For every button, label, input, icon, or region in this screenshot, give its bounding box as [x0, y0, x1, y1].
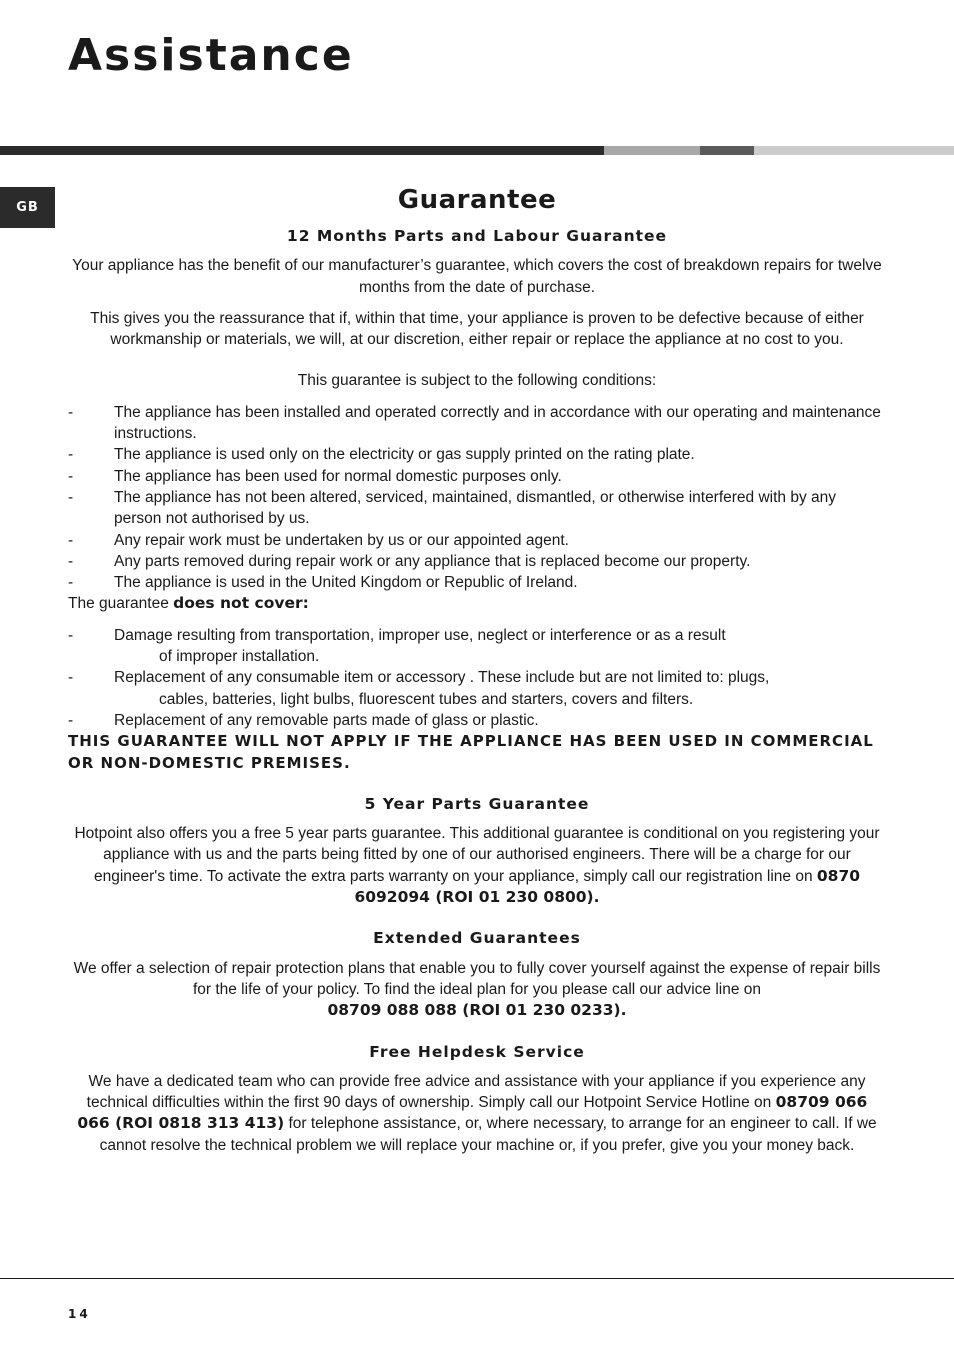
condition-text: The appliance has not been altered, serviced, maintained, dismantled, or otherwise interfered with by any person not authorised by us. [114, 488, 837, 528]
list-item [68, 530, 886, 551]
language-tab: GB [0, 187, 55, 228]
not-cover-prefix: The guarantee [68, 595, 169, 613]
advice-line-phone: 08709 088 088 (ROI 01 230 0233). [327, 1001, 627, 1020]
dash-marker: - [68, 552, 74, 570]
list-item [68, 710, 886, 731]
guarantee-heading: Guarantee [397, 185, 557, 215]
header-rule-light [754, 146, 954, 155]
condition-text: The appliance has been used for normal domestic purposes only. [114, 467, 562, 485]
exclusion-text-continued: cables, batteries, light bulbs, fluorescent tubes and starters, covers and filters. [159, 690, 694, 708]
exclusion-text: Replacement of any consumable item or accessory . These include but are not limited to: plugs, [114, 669, 770, 687]
page-number: 14 [68, 1307, 91, 1321]
five-year-body: Hotpoint also offers you a free 5 year parts guarantee. This additional guarantee is conditional on you registering your appliance with us and the parts being fitted by one of our authorised engineers. There will be a charge for our engineer's time. To activate the extra parts warranty on your appliance, simply call our registration line on [74, 825, 880, 885]
five-year-subheading: 5 Year Parts Guarantee [364, 794, 590, 813]
registration-phone: 0870 6092094 (ROI 01 230 0800). [354, 866, 861, 907]
list-item [68, 551, 886, 572]
dash-marker: - [68, 446, 74, 464]
extended-text [68, 958, 886, 1022]
dash-marker: - [68, 531, 74, 549]
not-cover-bold: does not cover: [173, 594, 309, 613]
dash-marker: - [68, 488, 74, 506]
extended-subheading: Extended Guarantees [373, 929, 581, 948]
helpdesk-body-start: We have a dedicated team who can provide free advice and assistance with your appliance if you experience any technical difficulties within the first 90 days of ownership. Simply call our Hotpoint Service Hotline on [86, 1072, 866, 1112]
condition-text: The appliance is used in the United Kingdom or Republic of Ireland. [114, 574, 578, 592]
hotline-phone: 08709 066 066 (ROI 0818 313 413) [77, 1093, 868, 1133]
list-item [68, 466, 886, 487]
dash-marker: - [68, 626, 74, 644]
exclusion-text: Replacement of any removable parts made of glass or plastic. [114, 711, 539, 729]
twelve-month-para-2: This gives you the reassurance that if, within that time, your appliance is proven to be defective because of either workmanship or materials, we will, at our discretion, either repair or replace the appliance at no cost to you. [90, 309, 864, 349]
not-cover-line [68, 593, 886, 614]
list-item [68, 402, 886, 445]
condition-text: Any parts removed during repair work or any appliance that is replaced become our property. [114, 552, 751, 570]
extended-body: We offer a selection of repair protection plans that enable you to fully cover yourself against the expense of repair bills for the life of your policy. To find the ideal plan for you please call our advice line on [73, 959, 881, 998]
helpdesk-subheading: Free Helpdesk Service [369, 1042, 585, 1061]
exclusions-list [68, 625, 886, 731]
list-item [68, 625, 886, 668]
exclusion-text: Damage resulting from transportation, improper use, neglect or interference or as a result [114, 626, 726, 644]
exclusion-text-continued: of improper installation. [159, 648, 320, 666]
list-item [68, 667, 886, 710]
conditions-intro: This guarantee is subject to the following conditions: [297, 372, 657, 390]
page-title: Assistance [68, 30, 354, 81]
header-rule-mid [604, 146, 700, 155]
twelve-month-para-1: Your appliance has the benefit of our manufacturer’s guarantee, which covers the cost of breakdown repairs for twelve months from the date of purchase. [72, 257, 882, 296]
helpdesk-text [68, 1071, 886, 1156]
dash-marker: - [68, 711, 74, 729]
list-item [68, 444, 886, 465]
main-content [68, 180, 886, 1156]
condition-text: The appliance is used only on the electricity or gas supply printed on the rating plate. [114, 446, 695, 464]
list-item [68, 487, 886, 530]
conditions-list [68, 402, 886, 594]
dash-marker: - [68, 467, 74, 485]
dash-marker: - [68, 574, 74, 592]
twelve-month-subheading: 12 Months Parts and Labour Guarantee [286, 227, 668, 245]
helpdesk-body-end: for telephone assistance, or, where necessary, to arrange for an engineer to call. If we cannot resolve the technical problem we will replace your machine or, if you prefer, give you your money back. [99, 1115, 877, 1154]
dash-marker: - [68, 403, 74, 421]
five-year-text [68, 823, 886, 908]
header-rule-dark-short [700, 146, 754, 155]
footer-rule [0, 1278, 954, 1279]
commercial-use-warning: THIS GUARANTEE WILL NOT APPLY IF THE APPLIANCE HAS BEEN USED IN COMMERCIAL OR NON-DOMESTIC PREMISES. [68, 732, 874, 772]
condition-text: Any repair work must be undertaken by us or our appointed agent. [114, 531, 569, 549]
dash-marker: - [68, 669, 74, 687]
list-item [68, 572, 886, 593]
condition-text: The appliance has been installed and operated correctly and in accordance with our operating and maintenance instructions. [114, 403, 881, 443]
header-rule-dark [0, 146, 604, 155]
